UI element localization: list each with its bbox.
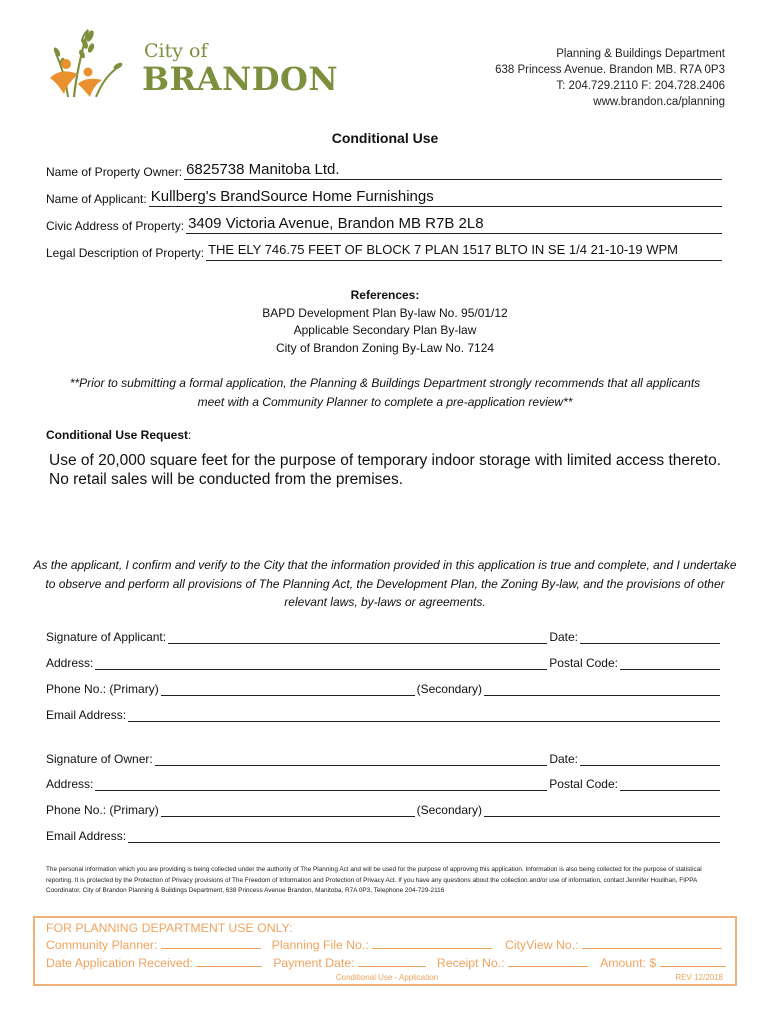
legal-description-value: THE ELY 746.75 FEET OF BLOCK 7 PLAN 1517 BLTO IN SE 1/4 21-10-19 WPM <box>208 242 678 257</box>
payment-date-field[interactable] <box>358 956 426 967</box>
owner-signature-label: Signature of Owner: <box>46 752 153 766</box>
property-owner-row <box>46 160 722 180</box>
applicant-email-row <box>46 706 722 722</box>
applicant-address-row <box>46 654 722 670</box>
request-label: Conditional Use Request <box>46 428 189 442</box>
owner-date-field[interactable] <box>580 753 720 766</box>
applicant-phone-secondary-label: (Secondary) <box>416 682 482 696</box>
applicant-name-row <box>46 187 722 207</box>
applicant-name-value: Kullberg's BrandSource Home Furnishings <box>150 188 434 205</box>
owner-email-label: Email Address: <box>46 829 127 843</box>
applicant-postal-field[interactable] <box>620 657 720 670</box>
revision-label: REV 12/2018 <box>675 973 723 982</box>
office-row-2 <box>46 956 726 970</box>
form-title: Conditional Use <box>331 130 439 146</box>
owner-phone-primary-field[interactable] <box>161 804 415 817</box>
legal-description-row <box>46 241 722 261</box>
applicant-phone-primary-field[interactable] <box>161 683 415 696</box>
date-received-label: Date Application Received: <box>46 956 193 970</box>
request-label-row <box>46 428 191 442</box>
request-text-line: Use of 20,000 square feet for the purpose of temporary indoor storage with limited access thereto. <box>49 452 722 469</box>
planning-file-no-field[interactable] <box>372 938 492 949</box>
applicant-phone-primary-label: Phone No.: (Primary) <box>46 682 159 696</box>
civic-address-label: Civic Address of Property: <box>46 219 185 233</box>
owner-email-field[interactable] <box>128 830 720 843</box>
applicant-address-label: Address: <box>46 656 94 670</box>
cityview-no-field[interactable] <box>582 938 722 949</box>
property-owner-label: Name of Property Owner: <box>46 165 183 179</box>
applicant-date-label: Date: <box>549 630 578 644</box>
form-footer-title: Conditional Use - Application <box>335 973 439 982</box>
owner-address-row <box>46 775 722 791</box>
owner-phone-secondary-label: (Secondary) <box>416 803 482 817</box>
reference-item: BAPD Development Plan By-law No. 95/01/12 <box>262 305 508 320</box>
applicant-name-label: Name of Applicant: <box>46 192 147 206</box>
applicant-phone-row <box>46 680 722 696</box>
owner-date-label: Date: <box>549 752 578 766</box>
references-title: References: <box>350 288 420 302</box>
property-owner-value: 6825738 Manitoba Ltd. <box>186 161 340 178</box>
request-text-line: No retail sales will be conducted from the premises. <box>49 471 404 488</box>
owner-phone-secondary-field[interactable] <box>484 804 720 817</box>
office-row-1 <box>46 938 722 952</box>
office-use-box <box>33 916 737 986</box>
office-use-heading: FOR PLANNING DEPARTMENT USE ONLY: <box>46 921 293 935</box>
logo-city-text: City of <box>144 40 208 62</box>
planning-file-no-label: Planning File No.: <box>271 938 369 952</box>
amount-label: Amount: $ <box>600 956 657 970</box>
logo-brandon-text: BRANDON <box>142 60 339 98</box>
owner-signature-row <box>46 750 722 766</box>
applicant-signature-label: Signature of Applicant: <box>46 630 167 644</box>
applicant-signature-row <box>46 628 722 644</box>
owner-address-field[interactable] <box>95 778 547 791</box>
reference-item: Applicable Secondary Plan By-law <box>293 323 477 337</box>
owner-signature-field[interactable] <box>155 753 548 766</box>
owner-address-label: Address: <box>46 777 94 791</box>
references <box>0 287 770 357</box>
applicant-email-label: Email Address: <box>46 708 127 722</box>
date-received-field[interactable] <box>196 956 262 967</box>
legal-description-field[interactable] <box>206 240 722 261</box>
wheat-figures-icon <box>44 22 144 100</box>
civic-address-value: 3409 Victoria Avenue, Brandon MB R7B 2L8 <box>188 215 484 232</box>
request-label-colon: : <box>188 428 192 442</box>
applicant-name-field[interactable] <box>149 186 722 207</box>
applicant-phone-secondary-field[interactable] <box>484 683 720 696</box>
owner-postal-field[interactable] <box>620 778 720 791</box>
community-planner-field[interactable] <box>161 938 261 949</box>
department-phones: T: 204.729.2110 F: 204.728.2406 <box>556 80 725 92</box>
department-address: 638 Princess Avenue. Brandon MB. R7A 0P3 <box>495 64 725 76</box>
receipt-no-label: Receipt No.: <box>436 956 505 970</box>
request-text-field[interactable] <box>49 451 749 489</box>
cityview-no-label: CityView No.: <box>505 938 579 952</box>
privacy-notice: The personal information which you are providing is being collected under the authority of The Planning Act and will be used for the purpose of approving this application. Information is also being collected for the purpose of statistical reporting. It is protected by the Protection of Privacy provisions of The Freedom of Information and Protection of Privacy Act. If you have any questions about the collection and/or use of information, contact Jennifer Houlihan, FIPPA Coordinator, City of Brandon Planning & Buildings Department, 638 Princess Avenue Brandon, Manitoba, R7A 0P3, Telephone 204-729-2116 <box>46 866 702 894</box>
applicant-email-field[interactable] <box>128 709 720 722</box>
applicant-confirmation: As the applicant, I confirm and verify to the City that the information provided in this application is true and complete, and I undertake to observe and perform all provisions of The Planning Act, the Development Plan, the Zoning By-law, and the provisions of other relevant laws, by-laws or agreements. <box>33 558 737 609</box>
applicant-address-field[interactable] <box>95 657 547 670</box>
owner-postal-label: Postal Code: <box>549 777 618 791</box>
applicant-date-field[interactable] <box>580 631 720 644</box>
civic-address-field[interactable] <box>186 213 722 234</box>
property-owner-field[interactable] <box>184 159 722 180</box>
amount-field[interactable] <box>660 956 726 967</box>
reference-item: City of Brandon Zoning By-Law No. 7124 <box>275 340 495 355</box>
owner-phone-primary-label: Phone No.: (Primary) <box>46 803 159 817</box>
owner-phone-row <box>46 801 722 817</box>
applicant-postal-label: Postal Code: <box>549 656 618 670</box>
city-of-brandon-logo <box>44 22 339 100</box>
legal-description-label: Legal Description of Property: <box>46 246 205 260</box>
pre-application-note: **Prior to submitting a formal application, the Planning & Buildings Department strongly recommends that all applicants meet with a Community Planner to complete a pre-application review** <box>69 376 701 409</box>
department-contact <box>495 46 725 110</box>
community-planner-label: Community Planner: <box>46 938 158 952</box>
department-name: Planning & Buildings Department <box>556 48 725 60</box>
receipt-no-field[interactable] <box>508 956 588 967</box>
civic-address-row <box>46 214 722 234</box>
applicant-signature-field[interactable] <box>168 631 547 644</box>
department-web: www.brandon.ca/planning <box>593 96 725 108</box>
payment-date-label: Payment Date: <box>273 956 355 970</box>
owner-email-row <box>46 827 722 843</box>
